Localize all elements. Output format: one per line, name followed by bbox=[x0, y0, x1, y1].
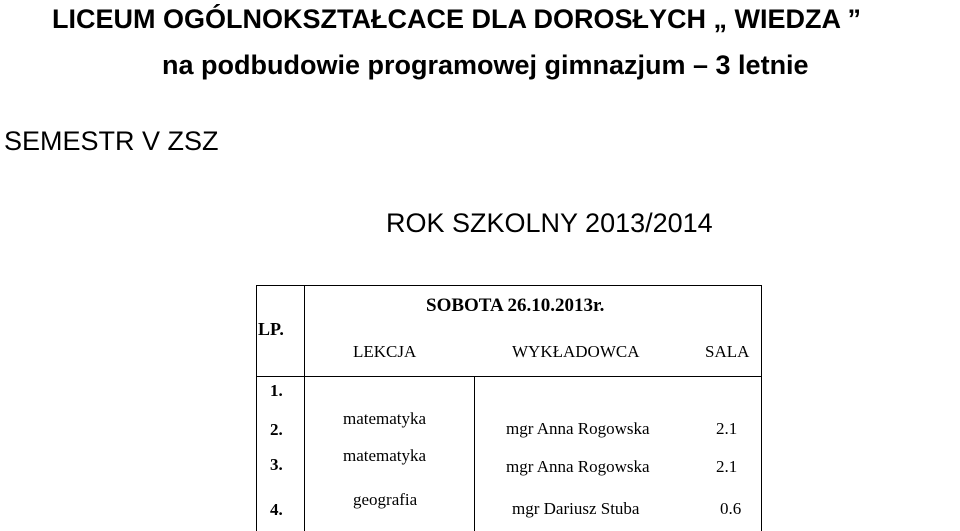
header-title: LICEUM OGÓLNOKSZTAŁCACE DLA DOROSŁYCH „ WIEDZA ” bbox=[52, 4, 861, 34]
column-header-lp: LP. bbox=[258, 319, 284, 339]
schedule-table bbox=[256, 285, 762, 531]
column-header-lesson: LEKCJA bbox=[353, 342, 417, 361]
grid-line bbox=[256, 376, 762, 377]
row-room: 2.1 bbox=[716, 457, 738, 476]
school-year-label: ROK SZKOLNY 2013/2014 bbox=[386, 208, 713, 238]
semester-label: SEMESTR V ZSZ bbox=[4, 126, 219, 156]
row-lp: 4. bbox=[270, 500, 283, 519]
row-lp: 3. bbox=[270, 455, 283, 474]
row-teacher: mgr Anna Rogowska bbox=[506, 419, 650, 438]
row-lesson: matematyka bbox=[343, 446, 427, 465]
row-lesson: geografia bbox=[353, 490, 418, 509]
row-room: 2.1 bbox=[716, 419, 738, 438]
header-subtitle: na podbudowie programowej gimnazjum – 3 letnie bbox=[162, 50, 809, 80]
row-lp: 1. bbox=[270, 381, 283, 400]
row-room: 0.6 bbox=[720, 499, 742, 518]
column-header-room: SALA bbox=[705, 342, 750, 361]
grid-line bbox=[474, 376, 475, 531]
grid-line bbox=[256, 285, 762, 286]
grid-line bbox=[761, 285, 762, 531]
row-teacher: mgr Anna Rogowska bbox=[506, 457, 650, 476]
row-teacher: mgr Dariusz Stuba bbox=[512, 499, 640, 518]
grid-line bbox=[304, 285, 305, 531]
grid-line bbox=[256, 285, 257, 531]
column-header-teacher: WYKŁADOWCA bbox=[512, 342, 640, 361]
schedule-date: SOBOTA 26.10.2013r. bbox=[426, 295, 605, 316]
row-lesson: matematyka bbox=[343, 409, 427, 428]
row-lp: 2. bbox=[270, 420, 283, 439]
